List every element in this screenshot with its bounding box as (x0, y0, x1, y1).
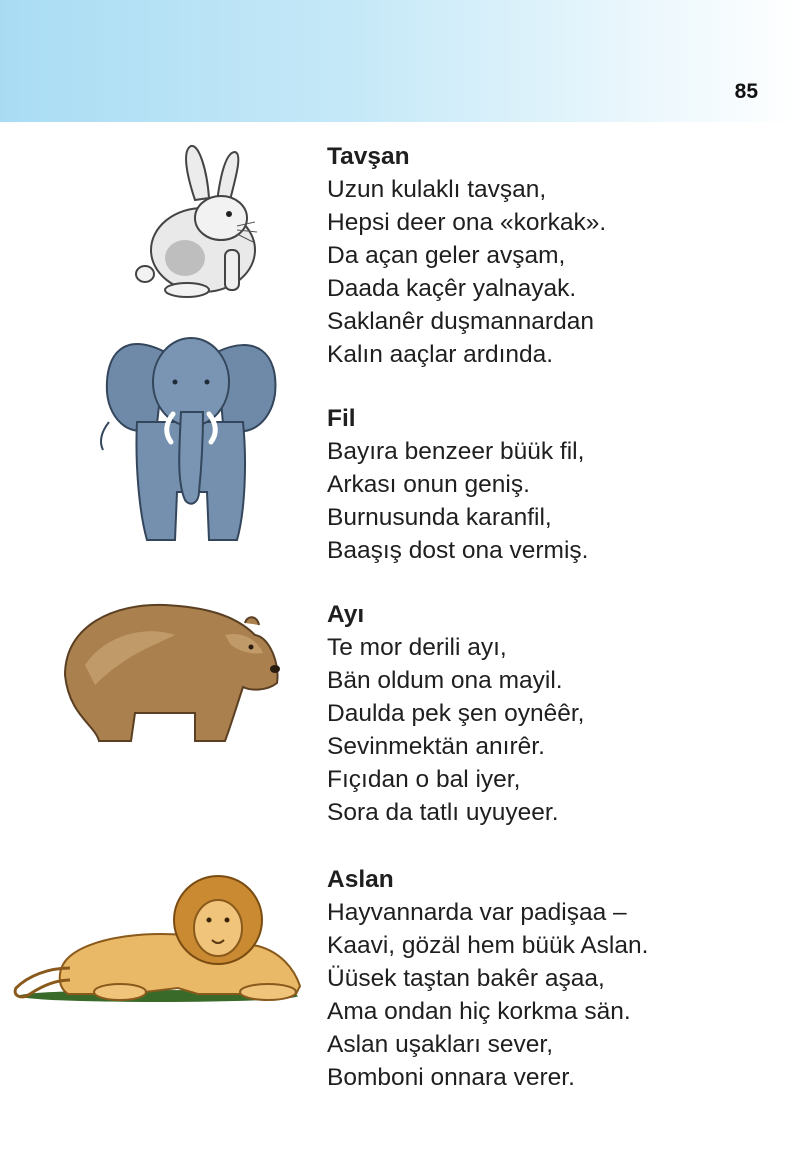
poem-line: Da açan geler avşam, (327, 242, 566, 269)
poem-line: Kaavi, gözäl hem büük Aslan. (327, 932, 649, 959)
poem-line: Sevinmektän anırêr. (327, 733, 545, 760)
poem-line: Üüsek taştan bakêr aşaa, (327, 965, 605, 992)
poem-tavsan (327, 140, 606, 371)
page-number: 85 (734, 80, 758, 103)
poem-line: Bän oldum ona mayil. (327, 667, 563, 694)
poem-ayi (327, 598, 584, 829)
poem-aslan (327, 863, 648, 1094)
poem-line: Burnusunda karanfil, (327, 504, 552, 531)
poem-line: Baaşış dost ona vermiş. (327, 537, 589, 564)
elephant-illustration (95, 312, 285, 547)
poem-line: Bomboni onnara verer. (327, 1064, 575, 1091)
poem-line: Daulda pek şen oynêêr, (327, 700, 585, 727)
poem-line: Ama ondan hiç korkma sän. (327, 998, 631, 1025)
poem-line: Arkası onun geniş. (327, 471, 530, 498)
poem-fil (327, 402, 588, 567)
poem-line: Aslan uşakları sever, (327, 1031, 554, 1058)
poem-title: Tavşan (327, 143, 410, 170)
poem-title: Ayı (327, 601, 365, 628)
poem-line: Sora da tatlı uyuyeer. (327, 799, 559, 826)
lion-illustration (8, 868, 313, 1008)
poem-line: Kalın aaçlar ardında. (327, 341, 554, 368)
poem-line: Hepsi deer ona «korkak». (327, 209, 607, 236)
poem-line: Saklanêr duşmannardan (327, 308, 594, 335)
poem-line: Hayvannarda var padişaa – (327, 899, 627, 926)
rabbit-illustration (125, 140, 275, 300)
poem-title: Aslan (327, 866, 394, 893)
poem-line: Uzun kulaklı tavşan, (327, 176, 547, 203)
bear-illustration (55, 595, 285, 745)
poem-line: Bayıra benzeer büük fil, (327, 438, 585, 465)
poem-line: Te mor derili ayı, (327, 634, 507, 661)
header-band (0, 0, 800, 122)
poem-title: Fil (327, 405, 356, 432)
poem-line: Daada kaçêr yalnayak. (327, 275, 577, 302)
poem-line: Fıçıdan o bal iyer, (327, 766, 521, 793)
